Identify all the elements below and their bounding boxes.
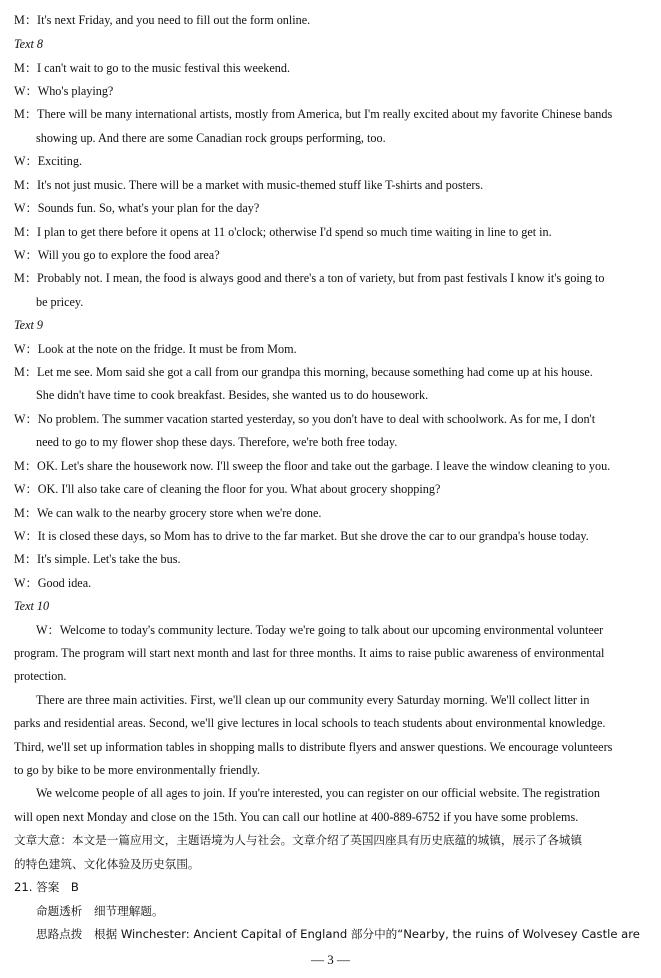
paragraph-line: We welcome people of all ages to join. If you're interested, you can register on our official website. The registration bbox=[36, 786, 600, 800]
page-number: — 3 — bbox=[311, 952, 350, 967]
dialogue-line: M：I can't wait to go to the music festival this weekend. bbox=[14, 61, 291, 75]
dialogue-line: M：OK. Let's share the housework now. I'll sweep the floor and take out the garbage. I leave the window cleaning to you. bbox=[14, 459, 611, 473]
dialogue-line: W：Good idea. bbox=[14, 576, 92, 590]
dialogue-line: M：Let me see. Mom said she got a call from our grandpa this morning, because something had come up at his house. bbox=[14, 365, 593, 379]
paragraph-line: There are three main activities. First, we'll clean up our community every Saturday morning. We'll collect litter in bbox=[36, 693, 590, 707]
dialogue-line: W：It is closed these days, so Mom has to drive to the far market. But she drove the car to our grandpa's house today. bbox=[14, 529, 589, 543]
section-heading: Text 10 bbox=[14, 599, 50, 613]
dialogue-line: W：Exciting. bbox=[14, 154, 83, 168]
dialogue-line: M：It's not just music. There will be a market with music-themed stuff like T-shirts and posters. bbox=[14, 178, 484, 192]
paragraph-line: will open next Monday and close on the 15th. You can call our hotline at 400-889-6752 if you have some problems. bbox=[14, 810, 579, 824]
paragraph-line: Third, we'll set up information tables in shopping malls to distribute flyers and answer questions. We encourage volunteers bbox=[14, 740, 613, 754]
paragraph-line: to go by bike to be more environmentally friendly. bbox=[14, 763, 260, 777]
dialogue-line-continued: need to go to my flower shop these days. Therefore, we're both free today. bbox=[36, 435, 398, 449]
dialogue-line-continued: showing up. And there are some Canadian rock groups performing, too. bbox=[36, 131, 386, 145]
dialogue-line: M：It's next Friday, and you need to fill out the form online. bbox=[14, 13, 311, 27]
summary-line: 的特色建筑、文化体验及历史氛围。 bbox=[14, 857, 200, 871]
paragraph-line: W：Welcome to today's community lecture. Today we're going to talk about our upcoming environmental volunteer bbox=[36, 623, 604, 637]
dialogue-line-continued: be pricey. bbox=[36, 295, 84, 309]
dialogue-line: M：It's simple. Let's take the bus. bbox=[14, 552, 181, 566]
dialogue-line: W：Sounds fun. So, what's your plan for the day? bbox=[14, 201, 260, 215]
dialogue-line: M：There will be many international artists, mostly from America, but I'm really excited about my favorite Chinese bands bbox=[14, 107, 613, 121]
paragraph-line: protection. bbox=[14, 669, 67, 683]
paragraph-line: program. The program will start next month and last for three months. It aims to raise public awareness of environmental bbox=[14, 646, 605, 660]
dialogue-line: M：Probably not. I mean, the food is always good and there's a ton of variety, but from past festivals I know it's going to bbox=[14, 271, 605, 285]
summary-line: 文章大意：本文是一篇应用文，主题语境为人与社会。文章介绍了英国四座具有历史底蕴的城镇，展示了各城镇 bbox=[14, 833, 583, 847]
dialogue-line: W：Look at the note on the fridge. It must be from Mom. bbox=[14, 342, 297, 356]
section-heading: Text 8 bbox=[14, 37, 44, 51]
dialogue-line-continued: She didn't have time to cook breakfast. Besides, she wanted us to do housework. bbox=[36, 388, 429, 402]
hint-line: 思路点拨 根据 Winchester: Ancient Capital of England 部分中的“Nearby, the ruins of Wolvesey Castle are bbox=[36, 927, 640, 941]
dialogue-line: W：No problem. The summer vacation started yesterday, so you don't have to deal with schoolwork. As for me, I don't bbox=[14, 412, 596, 426]
dialogue-line: W：Who's playing? bbox=[14, 84, 114, 98]
dialogue-line: M：We can walk to the nearby grocery store when we're done. bbox=[14, 506, 322, 520]
paragraph-line: parks and residential areas. Second, we'll give lectures in local schools to teach students about environmental knowledge. bbox=[14, 716, 606, 730]
dialogue-line: W：OK. I'll also take care of cleaning the floor for you. What about grocery shopping? bbox=[14, 482, 441, 496]
answer-line: 21. 答案 B bbox=[14, 880, 79, 894]
dialogue-line: W：Will you go to explore the food area? bbox=[14, 248, 220, 262]
section-heading: Text 9 bbox=[14, 318, 44, 332]
analysis-line: 命题透析 细节理解题。 bbox=[36, 904, 164, 918]
dialogue-line: M：I plan to get there before it opens at 11 o'clock; otherwise I'd spend so much time waiting in line to get in. bbox=[14, 225, 552, 239]
